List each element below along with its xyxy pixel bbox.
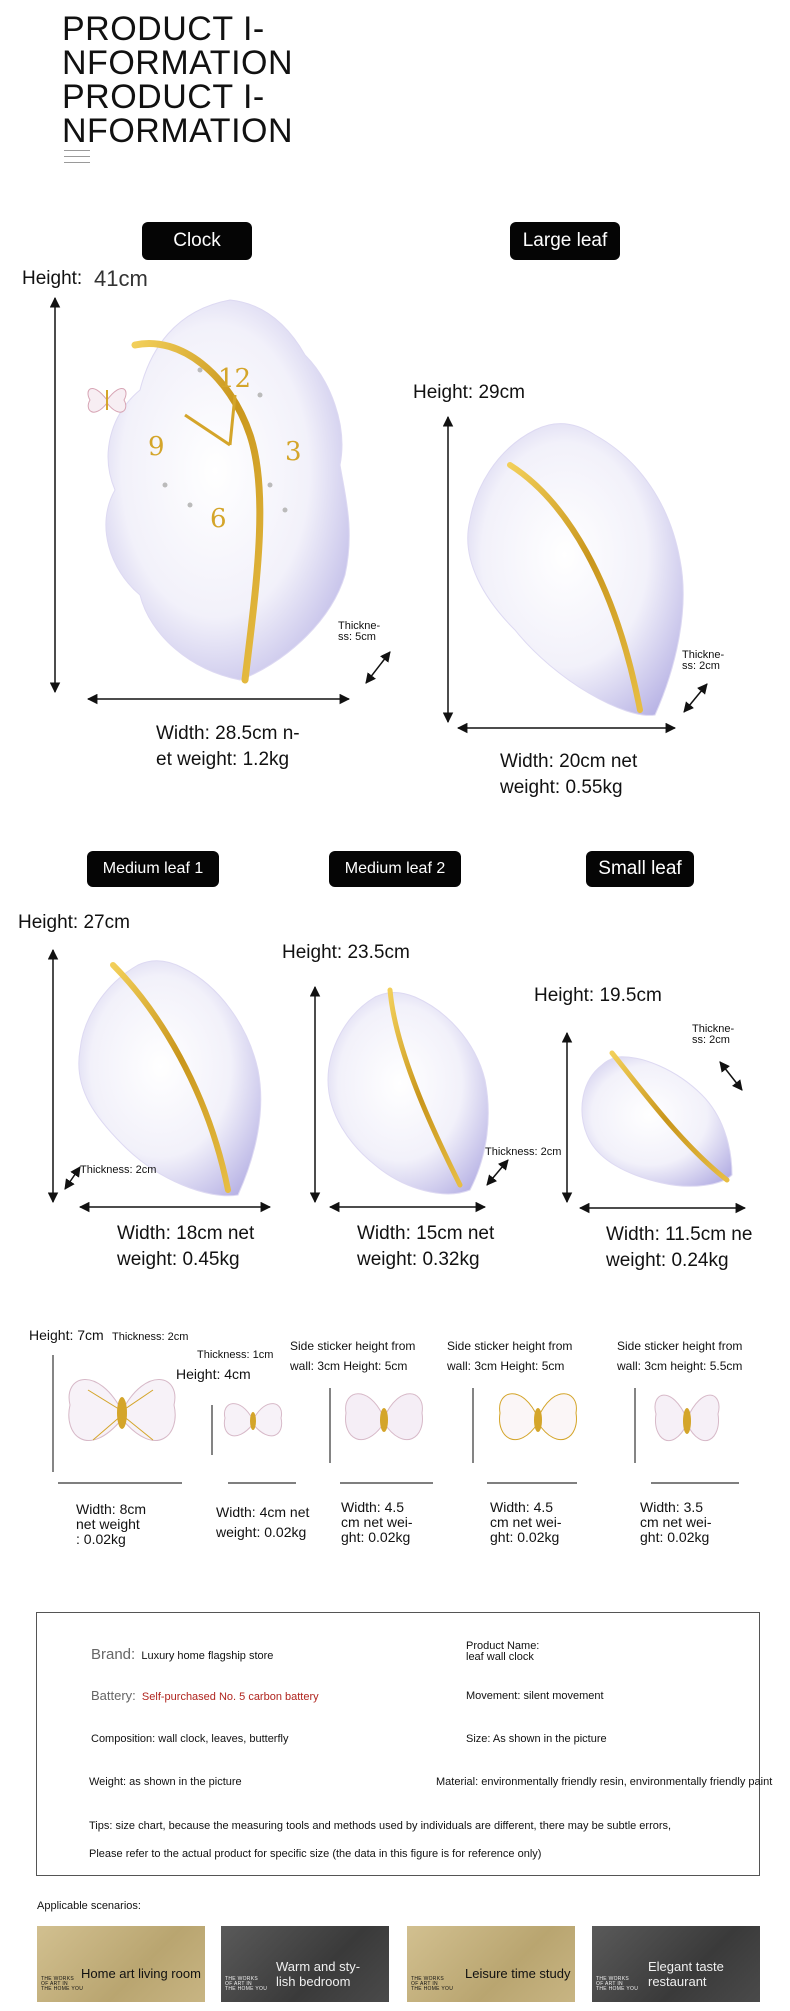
butterfly-3-side: Side sticker height from wall: 3cm Height: 5cm xyxy=(290,1339,416,1373)
medium-leaf-1-label: Medium leaf 1 xyxy=(87,851,219,887)
info-tips-line2: Please refer to the actual product for specific size (the data in this figure is for reference only) xyxy=(89,1848,542,1860)
butterfly-4-side: Side sticker height from wall: 3cm Height: 5cm xyxy=(447,1339,573,1373)
info-product-name: Product Name: leaf wall clock xyxy=(466,1640,540,1663)
info-movement: Movement: silent movement xyxy=(466,1690,604,1702)
clock-thickness: Thickne- ss: 5cm xyxy=(338,620,381,643)
clock-width-weight: Width: 28.5cm n- et weight: 1.2kg xyxy=(156,723,300,770)
butterfly-5-side: Side sticker height from wall: 3cm height: 5.5cm xyxy=(617,1339,743,1373)
scenarios-heading: Applicable scenarios: xyxy=(37,1900,141,1912)
large-leaf-width-weight: Width: 20cm net weight: 0.55kg xyxy=(500,751,638,798)
scenario-brand-mark: THE WORKS OF ART IN THE HOME YOU xyxy=(41,1976,84,1992)
info-composition: Composition: wall clock, leaves, butterfly xyxy=(91,1733,289,1745)
medium-leaf-1-height: Height: 27cm xyxy=(18,912,130,933)
scenario-brand-mark: THE WORKS OF ART IN THE HOME YOU xyxy=(596,1976,639,1992)
info-weight: Weight: as shown in the picture xyxy=(89,1776,242,1788)
title-line: PRODUCT I- xyxy=(62,78,265,116)
info-battery: Battery: Self-purchased No. 5 carbon battery xyxy=(91,1688,319,1703)
scenario-brand-mark: THE WORKS OF ART IN THE HOME YOU xyxy=(411,1976,454,1992)
butterfly-1-thickness: Thickness: 2cm xyxy=(112,1331,189,1343)
large-leaf-thickness: Thickne- ss: 2cm xyxy=(682,649,725,672)
butterfly-2-height: Height: 4cm xyxy=(176,1366,251,1382)
clock-height-value: 41cm xyxy=(94,266,148,291)
butterfly-4-width-weight: Width: 4.5 cm net wei- ght: 0.02kg xyxy=(490,1499,562,1545)
scenario-living-room: THE WORKS OF ART IN THE HOME YOU Home art living room xyxy=(37,1926,205,2002)
svg-text:6: 6 xyxy=(210,504,227,534)
medium-leaf-1-thickness: Thickness: 2cm xyxy=(80,1164,157,1176)
small-leaf-height: Height: 19.5cm xyxy=(534,985,662,1006)
medium-leaf-2-height: Height: 23.5cm xyxy=(282,942,410,963)
butterfly-3-width-weight: Width: 4.5 cm net wei- ght: 0.02kg xyxy=(341,1499,413,1545)
info-tips-line1: Tips: size chart, because the measuring tools and methods used by individuals are different, there may be subtle errors, xyxy=(89,1820,672,1832)
title-line: NFORMATION xyxy=(62,44,294,82)
svg-text:3: 3 xyxy=(285,437,302,467)
medium-leaf-1-width-weight: Width: 18cm net weight: 0.45kg xyxy=(117,1223,255,1270)
medium-leaf-2-label: Medium leaf 2 xyxy=(329,851,461,887)
scenario-bedroom: THE WORKS OF ART IN THE HOME YOU Warm and sty- lish bedroom xyxy=(221,1926,389,2002)
clock-height-label: Height: xyxy=(22,268,83,289)
small-leaf-thickness: Thickne- ss: 2cm xyxy=(692,1023,735,1046)
scenario-brand-mark: THE WORKS OF ART IN THE HOME YOU xyxy=(225,1976,268,1992)
title-line: PRODUCT I- xyxy=(62,10,265,48)
medium-leaf-2-width-weight: Width: 15cm net weight: 0.32kg xyxy=(357,1223,495,1270)
butterfly-1-height: Height: 7cm xyxy=(29,1327,104,1343)
info-size: Size: As shown in the picture xyxy=(466,1733,607,1745)
butterfly-5-width-weight: Width: 3.5 cm net wei- ght: 0.02kg xyxy=(640,1499,712,1545)
butterfly-2-thickness: Thickness: 1cm xyxy=(197,1349,274,1361)
svg-text:12: 12 xyxy=(218,364,252,394)
small-leaf-label: Small leaf xyxy=(586,851,694,887)
large-leaf-label: Large leaf xyxy=(510,222,620,260)
medium-leaf-2-thickness: Thickness: 2cm xyxy=(485,1146,562,1158)
clock-label: Clock xyxy=(142,222,252,260)
info-material: Material: environmentally friendly resin, environmentally friendly paint xyxy=(436,1776,773,1788)
scenario-study: THE WORKS OF ART IN THE HOME YOU Leisure time study xyxy=(407,1926,575,2002)
svg-text:9: 9 xyxy=(148,432,165,462)
large-leaf-height: Height: 29cm xyxy=(413,382,525,403)
info-brand: Brand: Luxury home flagship store xyxy=(91,1646,274,1663)
butterfly-1-width-weight: Width: 8cm net weight : 0.02kg xyxy=(76,1501,147,1547)
butterfly-2-width-weight: Width: 4cm net weight: 0.02kg xyxy=(216,1504,310,1540)
title-line: NFORMATION xyxy=(62,112,294,150)
small-leaf-width-weight: Width: 11.5cm ne weight: 0.24kg xyxy=(606,1224,753,1271)
scenario-restaurant: THE WORKS OF ART IN THE HOME YOU Elegant taste restaurant xyxy=(592,1926,760,2002)
